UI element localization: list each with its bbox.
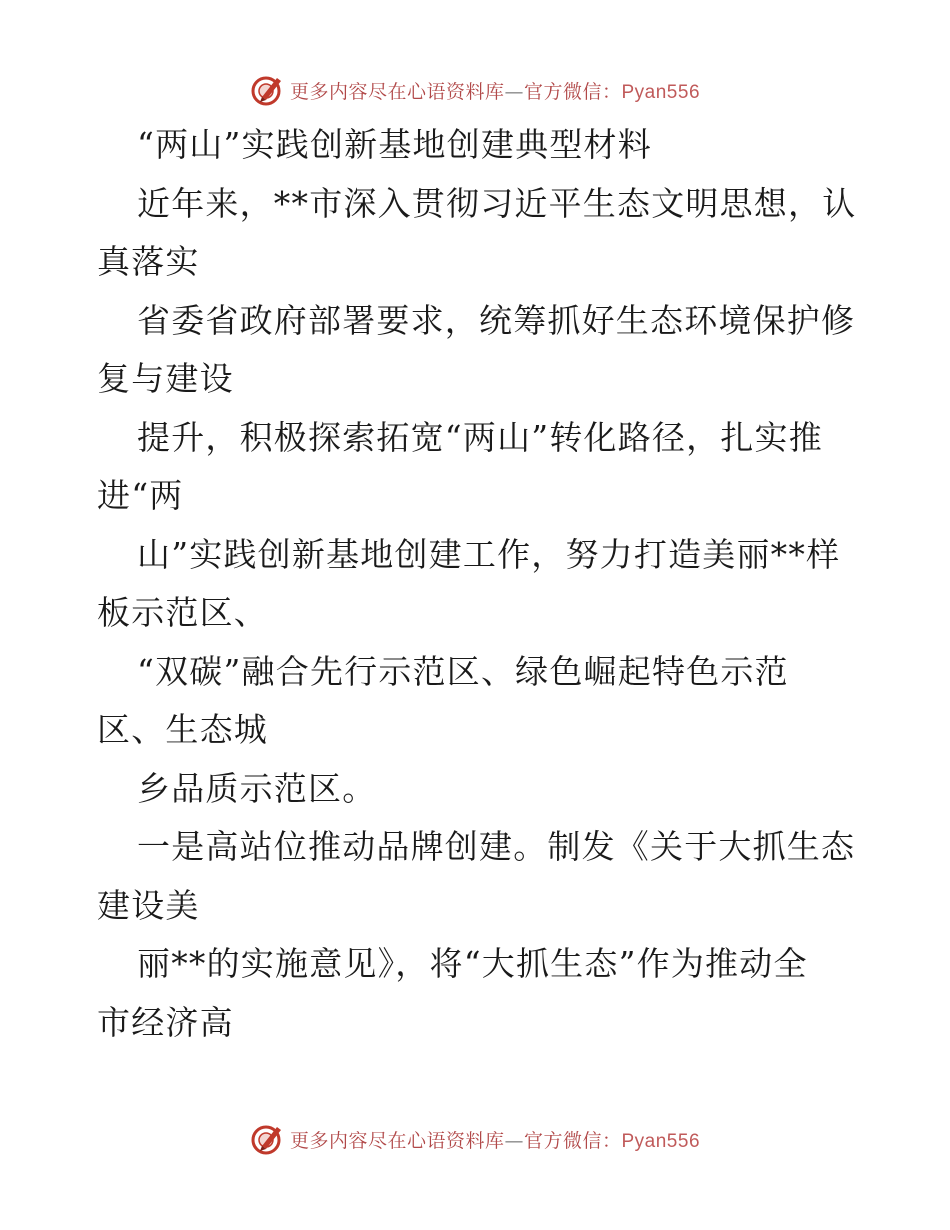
paragraph-line: 近年来，**市深入贯彻习近平生态文明思想，认 [137, 183, 857, 223]
banner-text [290, 77, 700, 104]
banner-wechat-label: 官方微信： [523, 80, 622, 103]
banner-wechat-id: Pyan556 [621, 81, 701, 103]
paragraph-line: 区、生态城 [97, 710, 268, 749]
paragraph-line: “双碳”融合先行示范区、绿色崛起特色示范 [137, 651, 789, 691]
header-banner [0, 70, 950, 110]
banner-wechat-label: 官方微信： [523, 1129, 622, 1152]
pen-logo-icon [250, 73, 284, 107]
pen-logo-icon [250, 1122, 284, 1156]
document-title: “两山”实践创新基地创建典型材料 [137, 125, 652, 164]
banner-title: 更多内容尽在心语资料库 [289, 1129, 505, 1152]
banner-separator: — [504, 1129, 524, 1152]
paragraph-line: 进“两 [97, 476, 184, 515]
paragraph-line: 一是高站位推动品牌创建。制发《关于大抓生态 [137, 827, 856, 866]
banner-wechat-id: Pyan556 [621, 1130, 701, 1152]
document-body [97, 116, 857, 1052]
paragraph-line: 真落实 [97, 242, 200, 281]
paragraph-line: 山”实践创新基地创建工作，努力打造美丽**样 [137, 534, 841, 574]
paragraph-line: 提升，积极探索拓宽“两山”转化路径，扎实推 [137, 417, 823, 457]
banner-title: 更多内容尽在心语资料库 [289, 80, 505, 103]
footer-banner [0, 1119, 950, 1159]
banner-text [290, 1126, 700, 1153]
paragraph-line: 复与建设 [97, 359, 234, 398]
paragraph-line: 省委省政府部署要求，统筹抓好生态环境保护修 [137, 300, 856, 340]
paragraph-line: 市经济高 [97, 1002, 234, 1042]
paragraph-line: 板示范区、 [97, 593, 268, 632]
paragraph-line: 乡品质示范区。 [137, 768, 377, 808]
banner-separator: — [504, 80, 524, 103]
paragraph-line: 建设美 [97, 885, 200, 925]
paragraph-line: 丽**的实施意见》，将“大抓生态”作为推动全 [137, 944, 808, 983]
